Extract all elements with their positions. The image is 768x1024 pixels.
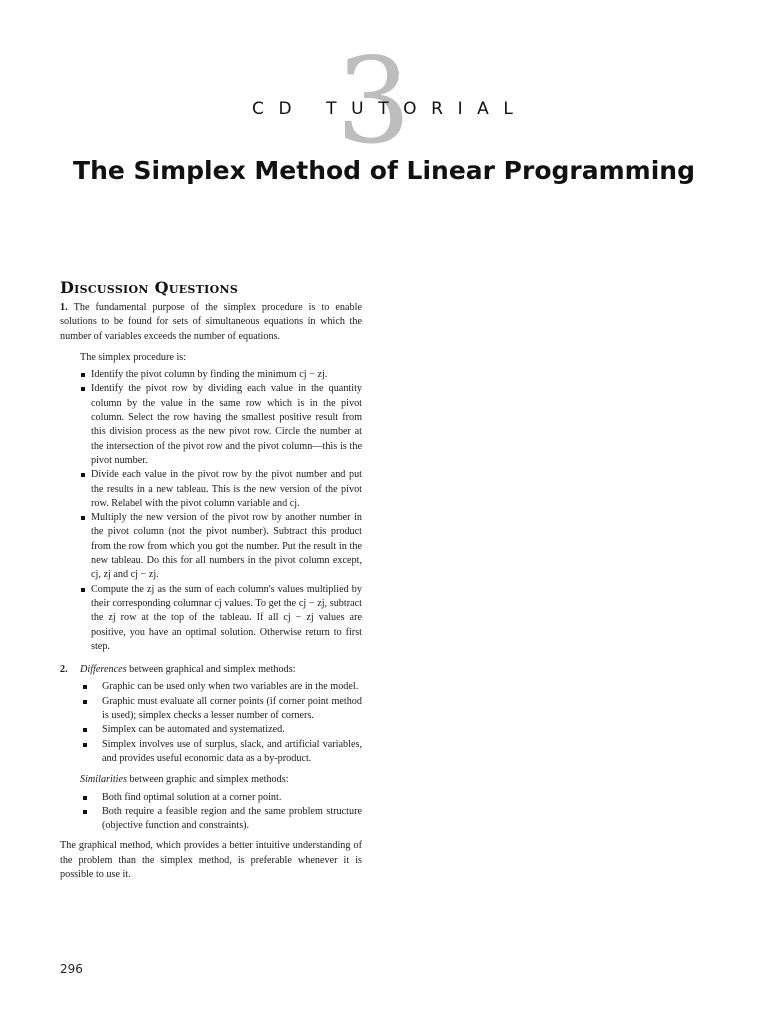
discussion-questions-column — [60, 301, 362, 882]
list-item: Both find optimal solution at a corner point. — [80, 791, 362, 805]
list-item: Multiply the new version of the pivot row by another number in the pivot column (not the pivot number). Subtract this product from the row from which you got the number. Put the result in the new tableau. Do this for all numbers in the pivot column except, cj, zj and cj − zj. — [80, 511, 362, 582]
question-number: 2. — [60, 664, 68, 676]
differences-term: Differences — [80, 664, 127, 676]
question-2 — [60, 663, 362, 677]
list-item: Compute the zj as the sum of each column's values multiplied by their corresponding columnar cj values. To get the cj − zj, subtract the zj row at the top of the tableau. If all cj − zj values are positive, you have an optimal solution. Otherwise return to first step. — [80, 583, 362, 654]
question-number: 1. — [60, 302, 68, 313]
tutorial-label: CD TUTORIAL — [252, 99, 528, 119]
similarities-list — [80, 791, 362, 834]
question-1 — [60, 301, 362, 344]
differences-list — [80, 680, 362, 766]
list-item: Simplex can be automated and systematized. — [80, 723, 362, 737]
page-number: 296 — [60, 962, 83, 976]
list-item: Identify the pivot column by finding the minimum cj − zj. — [80, 368, 362, 382]
procedure-intro: The simplex procedure is: — [80, 351, 187, 363]
similarities-intro — [80, 773, 362, 787]
list-item: Simplex involves use of surplus, slack, and artificial variables, and provides useful economic data as a by-product. — [80, 738, 362, 767]
list-item: Graphic must evaluate all corner points (if corner point method is used); simplex checks a lesser number of corners. — [80, 695, 362, 724]
differences-intro-text: between graphical and simplex methods: — [126, 664, 296, 676]
procedure-steps-list — [80, 368, 362, 654]
chapter-number: 3 — [336, 32, 412, 170]
section-heading: Discussion Questions — [60, 278, 239, 297]
list-item: Identify the pivot row by dividing each value in the quantity column by the value in the same row which is in the pivot column. Select the row having the smallest positive result from this division process as the new pivot row. Circle the number at the intersection of the pivot row and the pivot column—this is the pivot number. — [80, 382, 362, 468]
closing-paragraph: The graphical method, which provides a better intuitive understanding of the problem than the simplex method, is preferable whenever it is possible to use it. — [60, 840, 362, 880]
similarities-intro-text: between graphic and simplex methods: — [126, 774, 289, 786]
question-1-text: The fundamental purpose of the simplex procedure is to enable solutions to be found for sets of simultaneous equations in which the number of variables exceeds the number of equations. — [60, 302, 362, 342]
list-item: Divide each value in the pivot row by the pivot number and put the results in a new tableau. This is the new version of the pivot row. Relabel with the pivot column variable and cj. — [80, 468, 362, 511]
differences-intro — [80, 663, 296, 677]
list-item: Graphic can be used only when two variables are in the model. — [80, 680, 362, 694]
chapter-title: The Simplex Method of Linear Programming — [73, 156, 695, 185]
list-item: Both require a feasible region and the same problem structure (objective function and constraints). — [80, 805, 362, 834]
similarities-term: Similarities — [80, 774, 127, 786]
